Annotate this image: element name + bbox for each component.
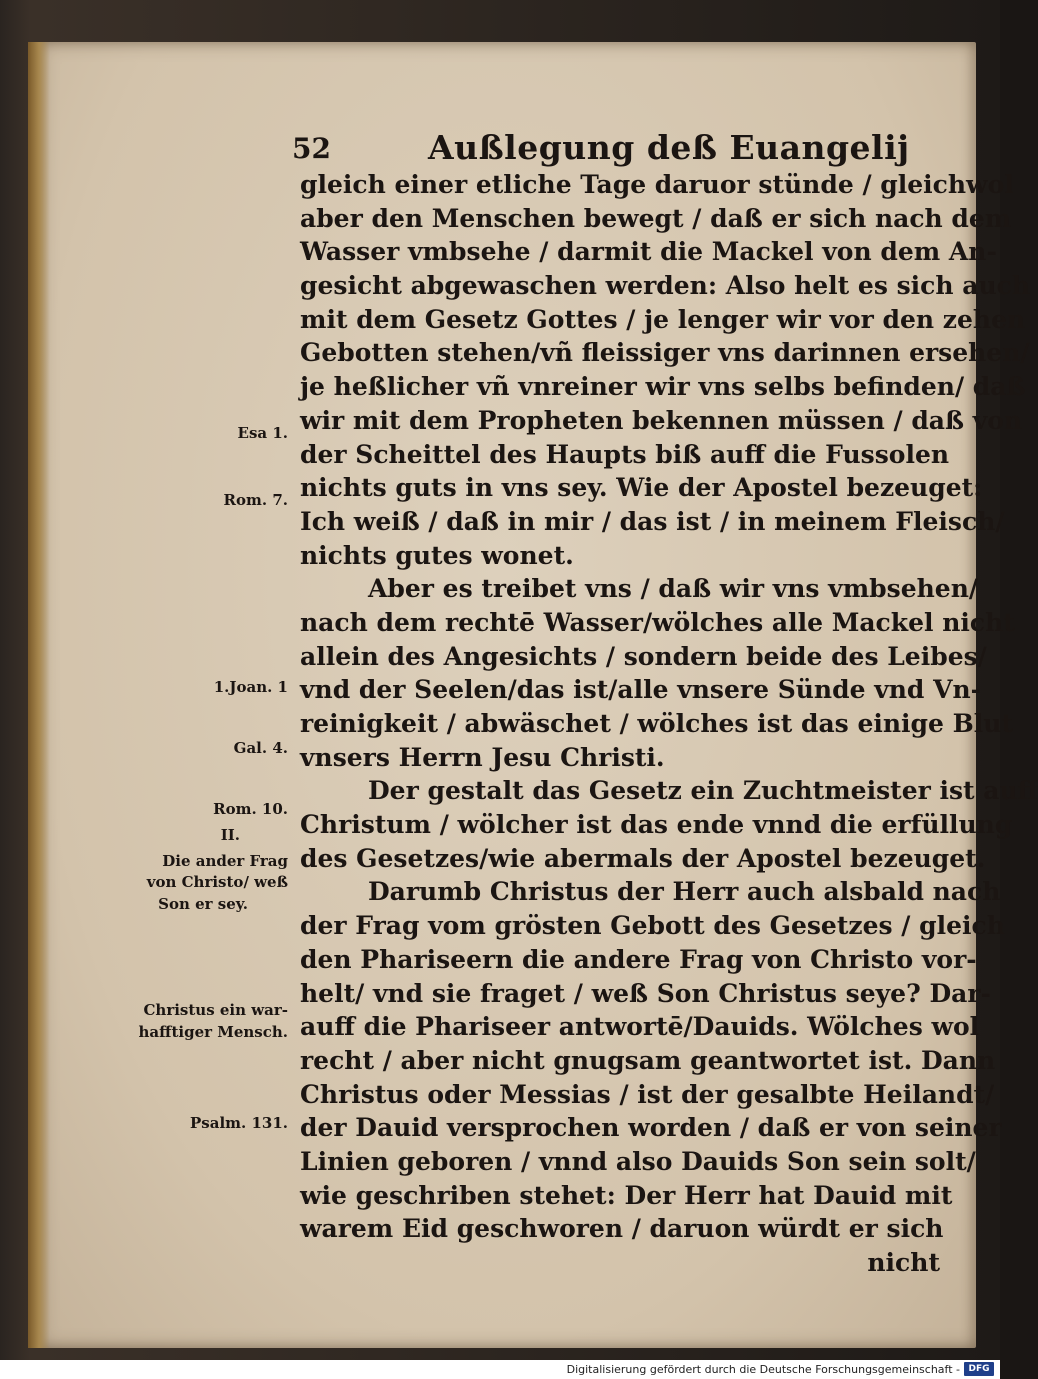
text-line: wie geschriben stehet: Der Herr hat Dauid mit [300,1180,953,1210]
text-line: Christus oder Messias / ist der gesalbte Heilandt/ [300,1079,995,1109]
margin-note: Rom. 7. [223,491,288,509]
margin-note: Christus ein war- [143,1001,288,1019]
text-line: vnsers Herrn Jesu Christi. [300,742,665,772]
page-number: 52 [292,132,331,165]
text-line: Christum / wölcher ist das ende vnnd die erfüllung [300,810,1013,840]
margin-note: Son er sey. [158,895,248,913]
margin-note: Psalm. 131. [190,1114,288,1132]
text-line: helt/ vnd sie fraget / weß Son Christus seye? Dar- [300,978,991,1008]
dfg-logo: DFG [964,1362,994,1376]
text-line: Wasser vmbsehe / darmit die Mackel von dem An- [300,237,997,267]
text-line: warem Eid geschworen / daruon würdt er sich [300,1214,944,1244]
text-line: Darumb Christus der Herr auch alsbald nach [368,877,1001,907]
text-line: reinigkeit / abwäschet / wölches ist das einige Blut [300,709,1013,738]
text-line: allein des Angesichts / sondern beide des Leibes/ [300,641,987,671]
margin-note: hafftiger Mensch. [138,1023,288,1041]
text-line: je heßlicher vñ vnreiner wir vns selbs befinden/ daß [300,372,1026,402]
margin-note: Esa 1. [237,424,288,442]
margin-note: von Christo/ weß [146,873,288,891]
page-header [0,128,1000,172]
margin-note: Die ander Frag [162,852,288,870]
text-line: gleich einer etliche Tage daruor stünde / gleichwol [300,170,1014,199]
text-line: der Dauid versprochen worden / daß er von seiner [300,1113,1002,1143]
text-line: auff die Phariseer antwortē/Dauids. Wölches wol [300,1012,980,1042]
text-line: des Gesetzes/wie abermals der Apostel bezeuget. [300,843,986,873]
text-line: Aber es treibet vns / daß wir vns vmbsehen/ [368,574,978,604]
text-line: gesicht abgewaschen werden: Also helt es sich auch [300,271,1031,301]
margin-note: II. [220,826,240,844]
margin-note: Rom. 10. [213,800,288,818]
text-line: mit dem Gesetz Gottes / je lenger wir vor den zehen [300,304,1026,334]
text-line: den Phariseern die andere Frag von Christo vor- [300,944,977,974]
text-line: Gebotten stehen/vñ fleissiger vns darinnen ersehen/ [300,338,1030,368]
running-title: Außlegung deß Euangelij [428,128,910,167]
text-line: nichts gutes wonet. [300,540,574,570]
text-line: Linien geboren / vnnd also Dauids Son sein solt/ [300,1146,976,1176]
text-line: nichts guts in vns sey. Wie der Apostel bezeuget: [300,473,983,503]
text-line: aber den Menschen bewegt / daß er sich nach dem [300,203,1012,233]
text-line: recht / aber nicht gnugsam geantwortet ist. Dann [300,1045,996,1075]
text-line: vnd der Seelen/das ist/alle vnsere Sünde vnd Vn- [300,675,982,705]
digitization-footer [0,1360,1000,1379]
body-text [300,168,1038,1280]
text-line: der Scheittel des Haupts biß auff die Fussolen [300,439,950,469]
text-line: wir mit dem Propheten bekennen müssen / daß von [300,405,1023,435]
margin-note: 1.Joan. 1 [213,678,288,696]
page-gutter [28,42,50,1348]
text-line: Ich weiß / daß in mir / das ist / in meinem Fleisch/ [300,506,1005,536]
text-line: der Frag vom grösten Gebott des Gesetzes / gleich [300,911,1005,941]
catchword: nicht [867,1248,940,1277]
margin-note: Gal. 4. [233,739,288,757]
funding-credit: Digitalisierung gefördert durch die Deutsche Forschungsgemeinschaft - [566,1363,960,1376]
text-line: Der gestalt das Gesetz ein Zuchtmeister ist auff [368,776,1038,806]
text-line: nach dem rechtē Wasser/wölches alle Mackel nicht [300,607,1015,637]
